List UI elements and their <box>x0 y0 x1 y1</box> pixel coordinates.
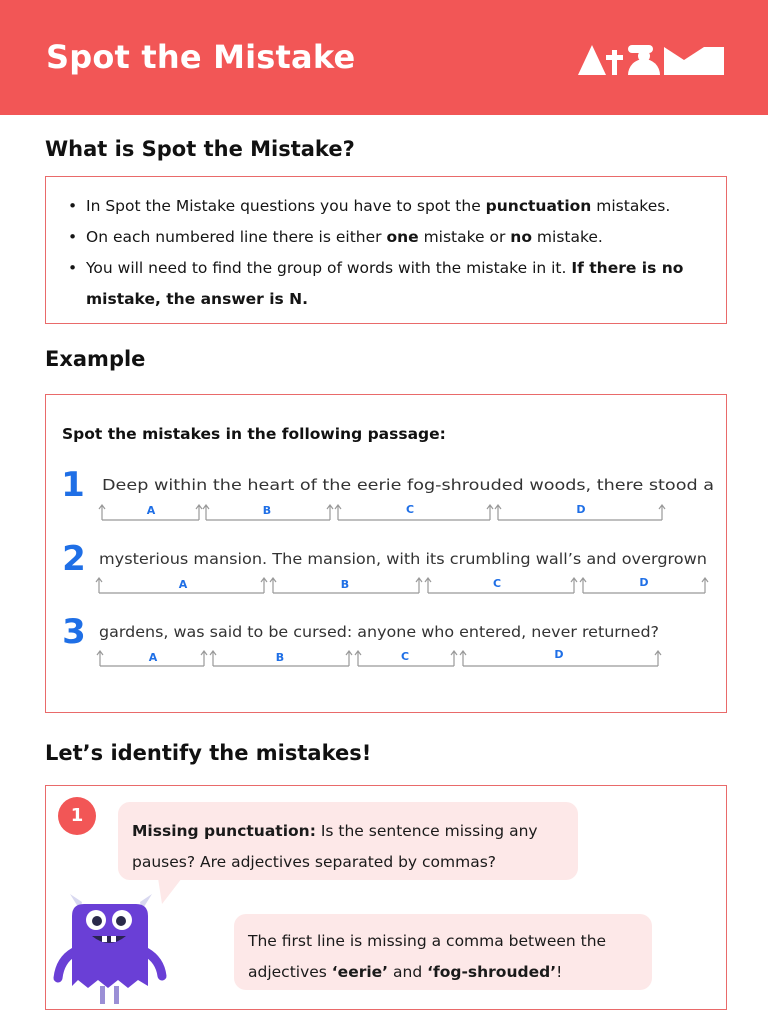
step-badge: 1 <box>58 797 96 835</box>
intro-list <box>66 191 726 315</box>
atom-logo <box>576 42 726 76</box>
answer-word: ‘fog-shrouded’ <box>427 963 557 981</box>
hint-bubble <box>118 802 578 880</box>
answer-bubble: The first line is missing a comma between the adjectives ‘eerie’ and ‘fog-shrouded’! <box>234 914 652 990</box>
segment-label: A <box>146 504 156 517</box>
passage-line: mysterious mansion. The mansion, with its crumbling wall’s and overgrown <box>99 550 708 568</box>
example-prompt: Spot the mistakes in the following passage: <box>62 425 446 443</box>
segment-label: A <box>148 651 158 664</box>
segment-label: B <box>262 504 272 517</box>
answer-text: The first line is missing a comma between the adjectives <box>248 932 607 981</box>
segment-label: D <box>639 576 649 589</box>
segment-label: B <box>340 578 350 591</box>
answer-word: ‘eerie’ <box>331 963 389 981</box>
segment-label: B <box>275 651 285 664</box>
monster-mascot-icon <box>50 890 168 1008</box>
page-header <box>0 0 768 115</box>
line-number: 3 <box>62 612 86 652</box>
segment-brackets-line-2 <box>96 578 708 593</box>
identify-box <box>45 785 727 1010</box>
passage-line: gardens, was said to be cursed: anyone who entered, never returned? <box>99 623 659 641</box>
example-box <box>45 394 727 713</box>
intro-box <box>45 176 727 324</box>
intro-heading: What is Spot the Mistake? <box>45 137 355 161</box>
intro-bullet: • You will need to find the group of words with the mistake in it. If there is no mistake, the answer is N. <box>66 253 726 315</box>
hint-label: Missing punctuation: <box>132 822 316 840</box>
identify-heading: Let’s identify the mistakes! <box>45 741 372 765</box>
intro-bullet: • On each numbered line there is either one mistake or no mistake. <box>66 222 726 253</box>
segment-label: C <box>492 577 502 590</box>
segment-label: D <box>576 503 586 516</box>
intro-bullet: • In Spot the Mistake questions you have to spot the punctuation mistakes. <box>66 191 726 222</box>
passage-line: Deep within the heart of the eerie fog-shrouded woods, there stood a <box>102 476 714 494</box>
line-number: 1 <box>61 465 85 505</box>
example-heading: Example <box>45 347 146 371</box>
line-number: 2 <box>62 539 86 579</box>
segment-label: C <box>400 650 410 663</box>
page-title: Spot the Mistake <box>46 38 356 76</box>
example-passage <box>46 395 728 714</box>
segment-label: A <box>178 578 188 591</box>
segment-label: D <box>554 648 564 661</box>
hint-text: Is the sentence missing any pauses? Are adjectives separated by commas? <box>132 822 538 871</box>
segment-brackets-line-3 <box>97 651 661 666</box>
segment-label: C <box>405 503 415 516</box>
